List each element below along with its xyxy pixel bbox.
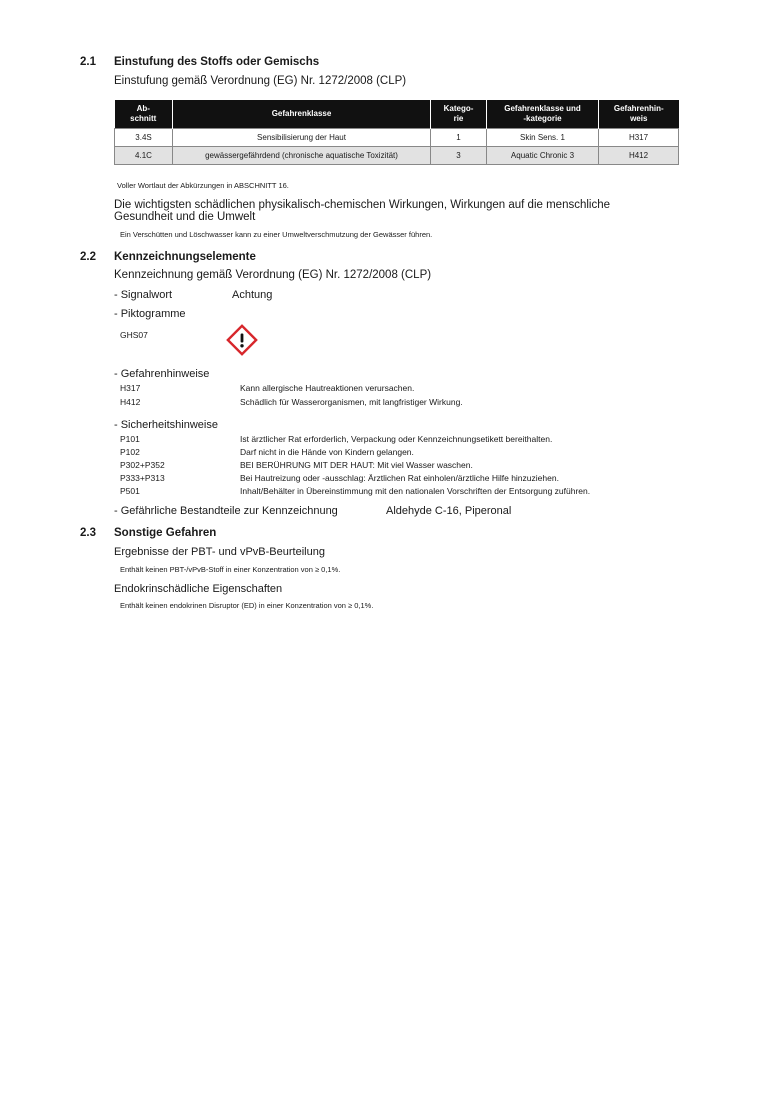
precaution-text: Ist ärztlicher Rat erforderlich, Verpackung oder Kennzeichnungsetikett bereithalten. xyxy=(240,434,553,444)
table-cell: Sensibilisierung der Haut xyxy=(173,129,431,147)
section-title-2-3: Sonstige Gefahren xyxy=(114,527,217,539)
col-header-hazard-statement: Gefahrenhin- weis xyxy=(599,100,679,129)
table-cell: Aquatic Chronic 3 xyxy=(487,147,599,165)
table-cell: 3.4S xyxy=(115,129,173,147)
table-cell: 4.1C xyxy=(115,147,173,165)
precaution-code: P333+P313 xyxy=(120,473,165,483)
hazard-text: Schädlich für Wasserorganismen, mit langfristiger Wirkung. xyxy=(240,397,463,407)
signal-word-label: - Signalwort xyxy=(114,289,173,301)
hazardous-components-value: Aldehyde C-16, Piperonal xyxy=(386,505,512,517)
col-header-category: Katego- rie xyxy=(431,100,487,129)
abbreviation-footnote: Voller Wortlaut der Abkürzungen in ABSCHNITT 16. xyxy=(117,181,289,190)
hazardous-components-label: - Gefährliche Bestandteile zur Kennzeichnung xyxy=(114,505,338,517)
col-header-hazard-class: Gefahrenklasse xyxy=(173,100,431,129)
pictogram-label: - Piktogramme xyxy=(114,308,186,320)
hazard-code: H412 xyxy=(120,397,141,407)
table-cell: gewässergefährdend (chronische aquatische Toxizität) xyxy=(173,147,431,165)
col-header-section: Ab- schnitt xyxy=(115,100,173,129)
precaution-code: P101 xyxy=(120,434,140,444)
section-title-2-1: Einstufung des Stoffs oder Gemischs xyxy=(114,56,320,68)
classification-subtitle: Einstufung gemäß Verordnung (EG) Nr. 1272/2008 (CLP) xyxy=(114,75,407,87)
table-header-row xyxy=(115,100,679,129)
table-cell: Skin Sens. 1 xyxy=(487,129,599,147)
table-row xyxy=(115,129,679,147)
col-header-class-category: Gefahrenklasse und -kategorie xyxy=(487,100,599,129)
labelling-subtitle: Kennzeichnung gemäß Verordnung (EG) Nr. 1272/2008 (CLP) xyxy=(114,269,432,281)
pbt-text: Enthält keinen PBT-/vPvB-Stoff in einer Konzentration von ≥ 0,1%. xyxy=(120,565,341,574)
section-number-2-1: 2.1 xyxy=(80,56,96,68)
precautionary-statements-label: - Sicherheitshinweise xyxy=(114,419,218,431)
hazard-code: H317 xyxy=(120,383,141,393)
exclamation-pictogram-icon xyxy=(226,324,258,356)
precaution-code: P102 xyxy=(120,447,140,457)
section-number-2-3: 2.3 xyxy=(80,527,96,539)
table-row xyxy=(115,147,679,165)
hazard-statements-label: - Gefahrenhinweise xyxy=(114,368,210,380)
pictogram-code: GHS07 xyxy=(120,330,148,340)
section-title-2-2: Kennzeichnungselemente xyxy=(114,251,256,263)
precaution-text: BEI BERÜHRUNG MIT DER HAUT: Mit viel Wasser waschen. xyxy=(240,460,473,470)
endocrine-text: Enthält keinen endokrinen Disruptor (ED) in einer Konzentration von ≥ 0,1%. xyxy=(120,601,374,610)
table-cell: 1 xyxy=(431,129,487,147)
precaution-code: P501 xyxy=(120,486,140,496)
precaution-code: P302+P352 xyxy=(120,460,165,470)
effects-text: Ein Verschütten und Löschwasser kann zu einer Umweltverschmutzung der Gewässer führen. xyxy=(120,230,433,239)
table-cell: H412 xyxy=(599,147,679,165)
effects-heading: Die wichtigsten schädlichen physikalisch-chemischen Wirkungen, Wirkungen auf die menschliche Gesundheit und die Umwelt xyxy=(114,199,611,223)
hazard-text: Kann allergische Hautreaktionen verursachen. xyxy=(240,383,415,393)
signal-word-value: Achtung xyxy=(232,289,273,301)
precaution-text: Inhalt/Behälter in Übereinstimmung mit den nationalen Vorschriften der Entsorgung zuführen. xyxy=(240,486,591,496)
table-cell: 3 xyxy=(431,147,487,165)
pbt-heading: Ergebnisse der PBT- und vPvB-Beurteilung xyxy=(114,546,325,558)
table-cell: H317 xyxy=(599,129,679,147)
classification-table xyxy=(114,100,679,165)
precaution-text: Bei Hautreizung oder -ausschlag: Ärztlichen Rat einholen/ärztliche Hilfe hinzuziehen. xyxy=(240,473,559,483)
section-number-2-2: 2.2 xyxy=(80,251,96,263)
endocrine-heading: Endokrinschädliche Eigenschaften xyxy=(114,583,283,595)
precaution-text: Darf nicht in die Hände von Kindern gelangen. xyxy=(240,447,414,457)
